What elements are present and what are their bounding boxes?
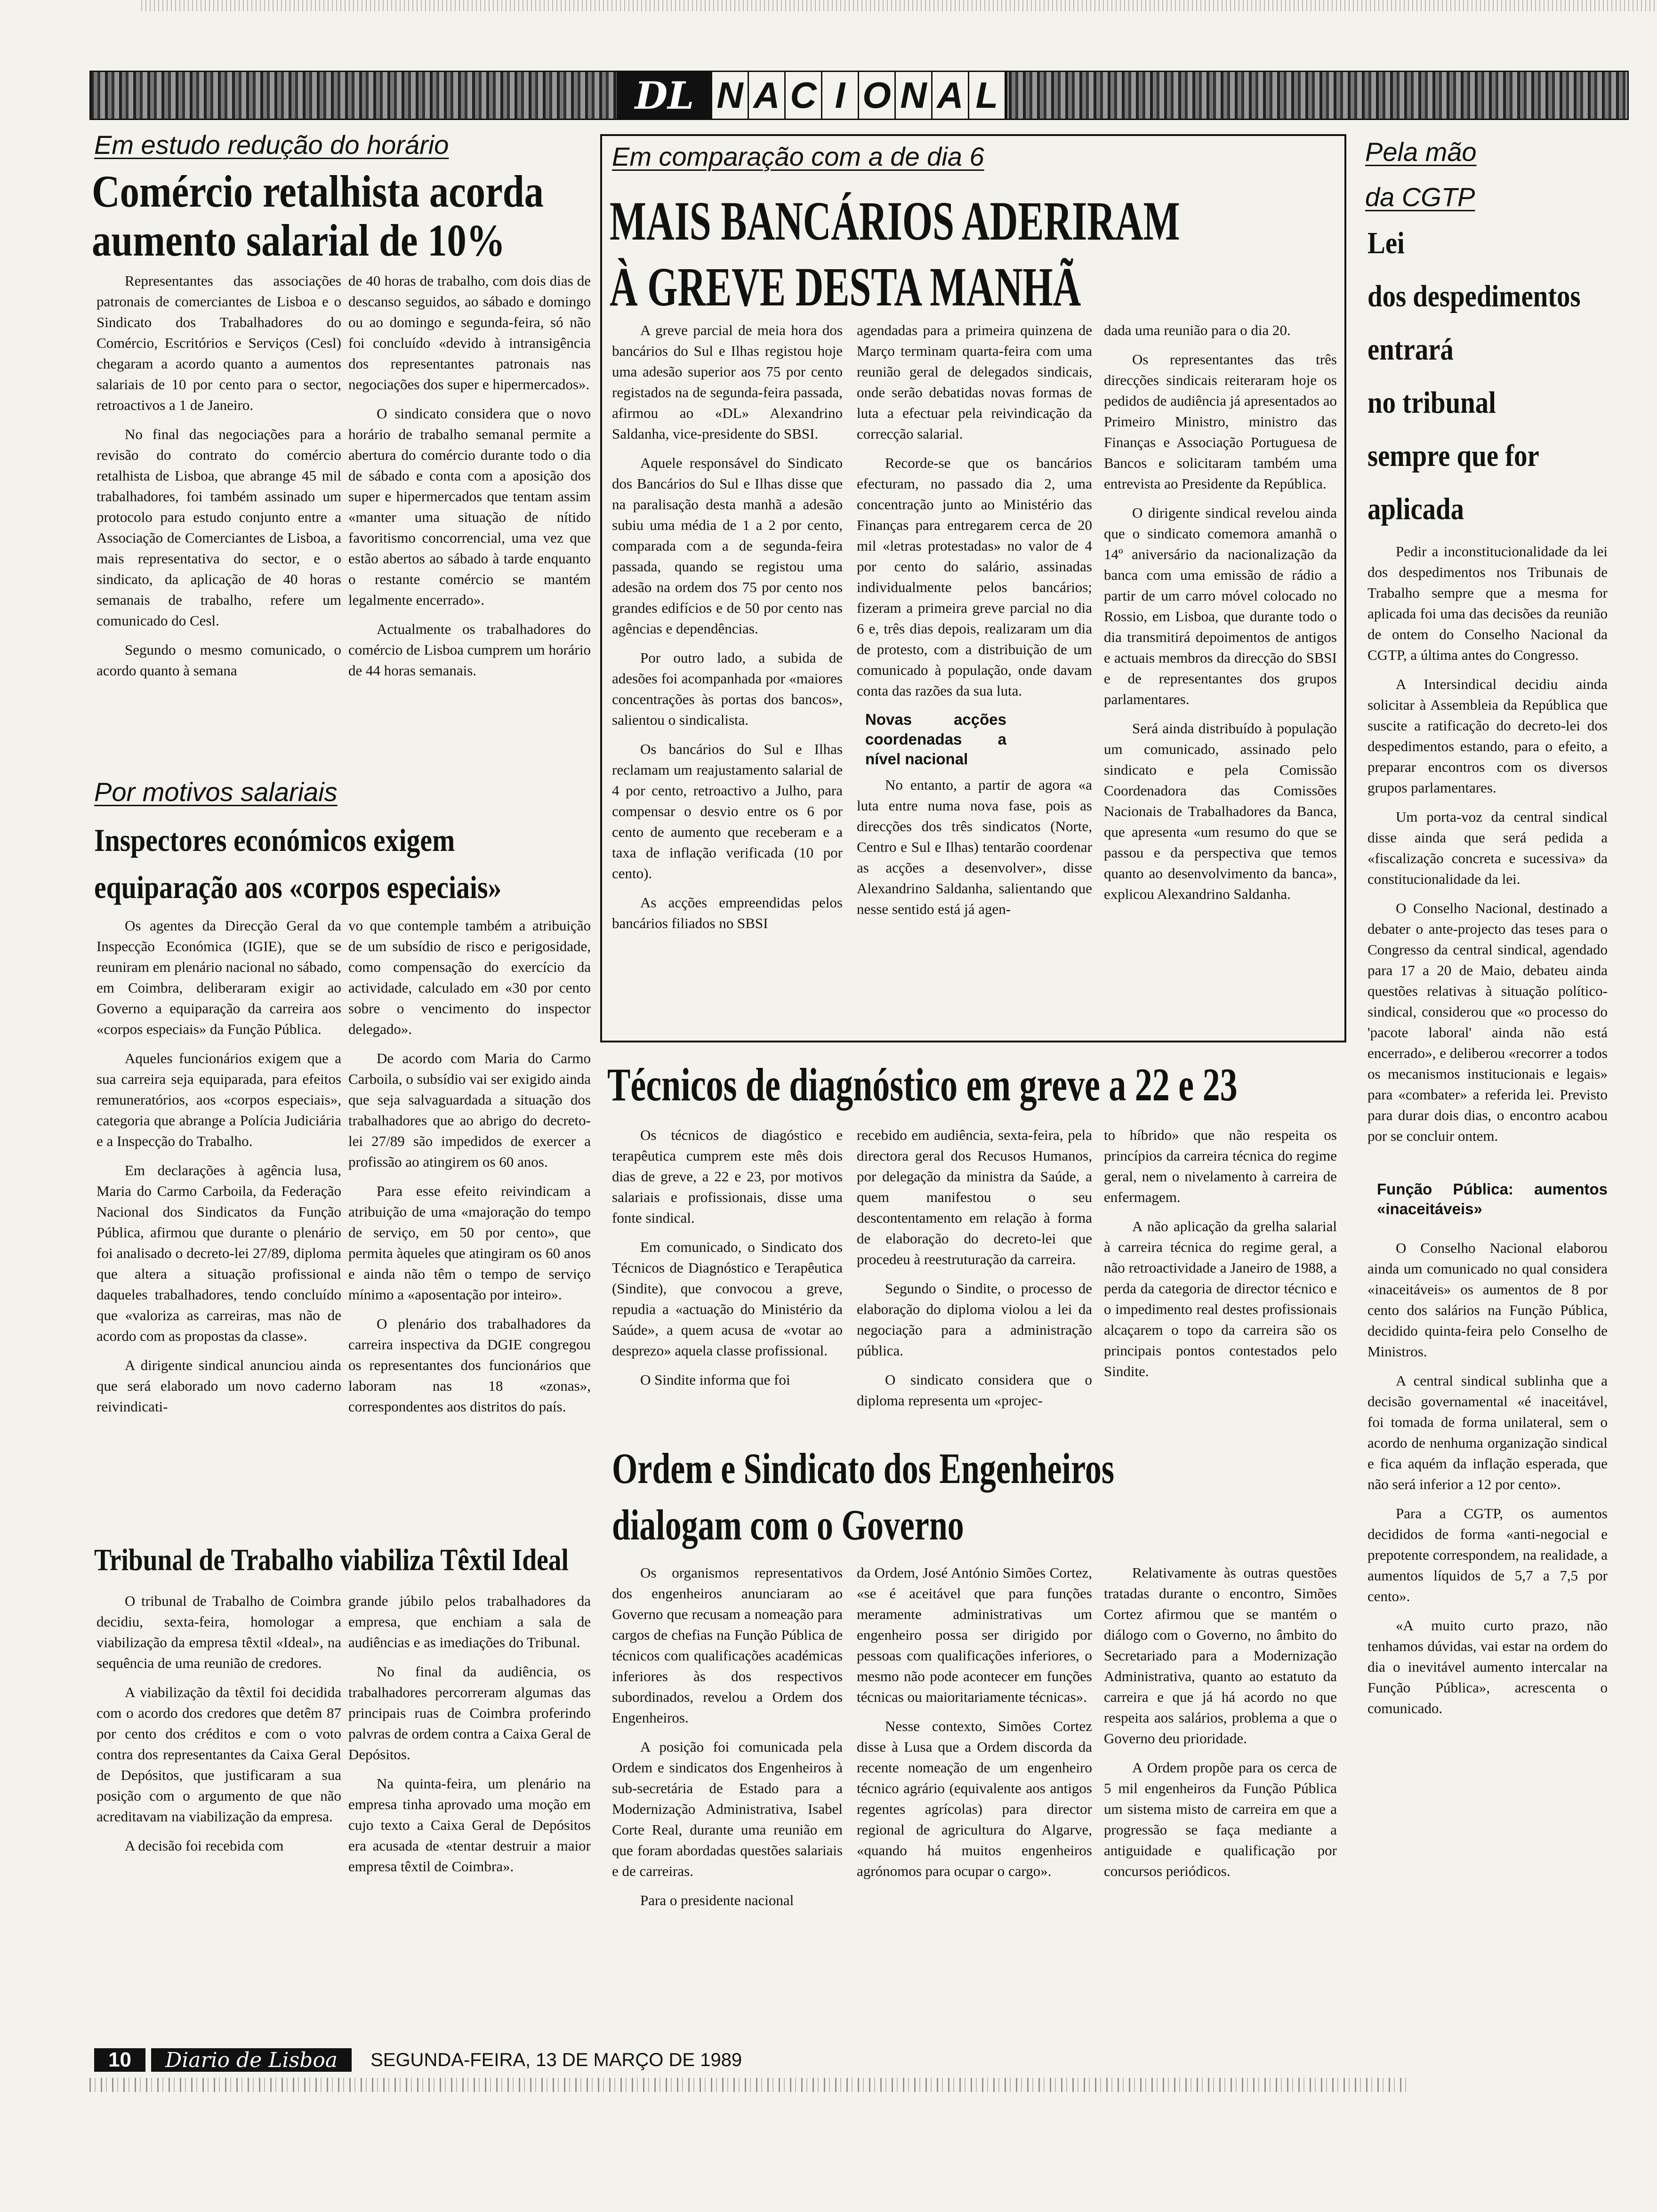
article-column xyxy=(97,915,341,1426)
article-column xyxy=(348,1591,591,1885)
paragraph: A greve parcial de meia hora dos bancários do Sul e Ilhas registou hoje uma adesão superior aos 75 por cento registados na de segunda-feira passada, afirmou ao «DL» Alexandrino Saldanha, vice-presidente do SBSI. xyxy=(612,322,843,442)
section-title-nacional xyxy=(712,72,1006,119)
article-headline: Tribunal de Trabalho viabiliza Têxtil Ideal xyxy=(94,1543,569,1577)
section-letter: C xyxy=(786,72,822,119)
paragraph: A decisão foi recebida com xyxy=(125,1837,284,1854)
section-letter: N xyxy=(896,72,933,119)
section-letter: O xyxy=(859,72,896,119)
paragraph: Um porta-voz da central sindical disse ainda que será pedida a «fiscalização concreta e sucessiva» da constitucionalidade da lei. xyxy=(1367,809,1608,887)
paragraph: Na quinta-feira, um plenário na empresa tinha aprovado uma moção em cujo texto a Caixa Geral de Depósitos era acusada de «tentar destruir a maior empresa têxtil de Coimbra». xyxy=(348,1775,591,1875)
paragraph: O plenário dos trabalhadores da carreira inspectiva da DGIE congregou os representantes dos funcionários que laboram nas 18 «zonas», correspondentes aos distritos do país. xyxy=(348,1315,591,1415)
paragraph: Em comunicado, o Sindicato dos Técnicos de Diagnóstico e Terapêutica (Sindite), que convocou a greve, repudia a «actuação do Ministério da Saúde», a quem acusa de «votar ao desprezo» aquela classe profissional. xyxy=(612,1239,843,1359)
paragraph: Nesse contexto, Simões Cortez disse à Lusa que a Ordem discorda da recente nomeação de um engenheiro técnico agrário (equivalente aos antigos regentes agrícolas) para director regional de agricultura do Algarve, «quando há muitos engenheiros agrónomos para ocupar o cargo». xyxy=(857,1718,1092,1879)
paragraph: Para o presidente nacional xyxy=(640,1892,794,1908)
section-letter: A xyxy=(749,72,786,119)
paragraph: Para esse efeito reivindicam a atribuição de uma «majoração do tempo de serviço, em 50 por cento», que permita àqueles que atingiram os 60 anos e ainda não têm o tempo de serviço mínimo a «aposentação por inteiro». xyxy=(348,1183,591,1303)
paragraph: O sindicato considera que o diploma representa um «projec- xyxy=(857,1371,1092,1409)
paragraph: Actualmente os trabalhadores do comércio de Lisboa cumprem um horário de 44 horas semanais. xyxy=(348,621,591,679)
article-column xyxy=(857,1125,1092,1419)
article-kicker: Por motivos salariais xyxy=(94,777,338,807)
newspaper-nameplate: Diario de Lisboa xyxy=(151,2048,352,2072)
paragraph: O Conselho Nacional, destinado a debater o ante-projecto das teses para o Congresso da central sindical, agendado para 17 a 20 de Maio, debateu ainda questões relativas à situação político-sindical, considerou que «o processo do 'pacote laboral' ainda não está encerrado», e deliberou «recorrer a todos os mecanismos institucionais e legais» para «combater» a referida lei. Previsto para durar dois dias, o encontro acabou por se concluir ontem. xyxy=(1367,900,1608,1144)
paragraph: Os agentes da Direcção Geral da Inspecção Económica (IGIE), que se reuniram em plenário nacional no sábado, em Coimbra, deliberaram exigir ao Governo a equiparação da carreira aos «corpos especiais» da Função Pública. xyxy=(97,917,341,1037)
article-column xyxy=(857,320,1092,928)
article-headline xyxy=(94,817,501,911)
article-column xyxy=(348,271,591,689)
paragraph: Segundo o Sindite, o processo de elaboração do diploma violou a lei da negociação para a administração pública. xyxy=(857,1280,1092,1359)
article-headline xyxy=(1367,216,1581,536)
section-letter: I xyxy=(822,72,859,119)
headline-line: MAIS BANCÁRIOS ADERIRAM xyxy=(610,190,1180,252)
article-headline xyxy=(610,188,1180,320)
article-column xyxy=(612,1563,843,1919)
dl-logo: DL xyxy=(618,72,712,119)
paragraph: Recorde-se que os bancários efecturam, no passado dia 2, uma concentração junto ao Ministério das Finanças para entregarem cerca de 20 mil «letras protestadas» no valor de 4 por cento do salário, assinadas individualmente pelos bancários; fizeram a primeira greve parcial no dia 6 e, três dias depois, realizaram um dia de protesto, com a distribuição de um comunicado à população, onde davam conta das razões da sua luta. xyxy=(857,455,1092,699)
page-footer xyxy=(94,2048,742,2072)
paragraph: da Ordem, José António Simões Cortez, «se é aceitável que para funções meramente administrativas um engenheiro possa ser dirigido por pessoas com qualificações inferiores, o mesmo não pode acontecer em funções técnicas ou maioritariamente técnicas». xyxy=(857,1564,1092,1705)
issue-date: SEGUNDA-FEIRA, 13 DE MARÇO DE 1989 xyxy=(370,2049,742,2070)
kicker-line: da CGTP xyxy=(1365,182,1475,212)
paragraph: de 40 horas de trabalho, com dois dias de descanso seguidos, ao sábado e domingo ou ao domingo e segunda-feira, só não foi concluído «devido à intransigência dos representantes patronais nas negociações dos super e hipermercados». xyxy=(348,272,591,393)
paragraph: Pedir a inconstitucionalidade da lei dos despedimentos nos Tribunais de Trabalho sempre que a mesma for aplicada foi uma das decisões da reunião de ontem do Conselho Nacional da CGTP, a última antes do Congresso. xyxy=(1367,543,1608,663)
paragraph: A viabilização da têxtil foi decidida com o acordo dos credores que detêm 87 por cento dos créditos e com o voto contra dos representantes da Caixa Geral de Depósitos, que justificaram a sua posição com o argumento de que não acreditavam na viabilização da empresa. xyxy=(97,1684,341,1825)
headline-line: aplicada xyxy=(1367,492,1464,526)
paragraph: Os bancários do Sul e Ilhas reclamam um reajustamento salarial de 4 por cento, retroactivo a Julho, para compensar o desvio entre os 6 por cento de aumento que receberam e a taxa de inflação verificada (10 por cento). xyxy=(612,741,843,882)
article-column xyxy=(1104,320,1337,913)
paragraph: Em declarações à agência lusa, Maria do Carmo Carboila, da Federação Nacional dos Sindicatos da Função Pública, afirmou que durante o plenário foi analisado o decreto-lei 27/89, diploma que altera a situação profissional daqueles trabalhadores, tendo concluído que «valoriza as carreiras, mas não de acordo com as propostas da classe». xyxy=(97,1162,341,1344)
paragraph: grande júbilo pelos trabalhadores da empresa, que enchiam a sala de audiências e as imediações do Tribunal. xyxy=(348,1593,591,1651)
paragraph: «A muito curto prazo, não tenhamos dúvidas, vai estar na ordem do dia o inevitável aumento intercalar na Função Pública», acrescenta o comunicado. xyxy=(1367,1617,1608,1716)
paragraph: Relativamente às outras questões tratadas durante o encontro, Simões Cortez afirmou que se mantém o diálogo com o Governo, no âmbito do Secretariado para a Modernização Administrativa, quanto ao estatuto da carreira e que já há acordo no que respeita aos salários, problema a que o Governo deu prioridade. xyxy=(1104,1564,1337,1747)
paragraph: O sindicato considera que o novo horário de trabalho semanal permite a abertura do comércio durante todo o dia de sábado e conta com a aposição dos super e hipermercados que tentam assim «manter uma situação de nítido favoritismo concorrencial, uma vez que estão abertos ao sábado à tarde enquanto o restante comércio se mantém legalmente encerrado». xyxy=(348,405,591,608)
paragraph: No entanto, a partir de agora «a luta entre numa nova fase, pois as direcções dos três sindicatos (Norte, Centro e Sul e Ilhas) tentarão coordenar as acções a desenvolver», disse Alexandrino Saldanha, salientando que nesse sentido está já agen- xyxy=(857,777,1092,917)
section-tag xyxy=(617,71,1007,120)
subheading: Função Pública: aumentos «inaceitáveis» xyxy=(1377,1180,1608,1218)
paragraph: A não aplicação da grelha salarial à carreira técnica do regime geral, a não retroactividade a Janeiro de 1988, a perda da categoria de director técnico e o impedimento real destes profissionais alcaçarem o topo da carreira são os principais pontos contestados pelo Sindite. xyxy=(1104,1218,1337,1379)
article-headline xyxy=(612,1440,1114,1553)
article-kicker xyxy=(1365,129,1477,220)
paragraph: agendadas para a primeira quinzena de Março terminam quarta-feira com uma reunião geral de delegados sindicais, onde serão debatidas novas formas de luta a efectuar pela reivindicação da correcção salarial. xyxy=(857,322,1092,442)
paragraph: Os organismos representativos dos engenheiros anunciaram ao Governo que recusam a nomeação para cargos de chefias na Função Pública de técnicos com qualificações académicas inferiores às dos respectivos subordinados, revelou a Ordem dos Engenheiros. xyxy=(612,1564,843,1726)
page-number: 10 xyxy=(94,2048,145,2072)
headline-line: Lei xyxy=(1367,226,1405,260)
article-column xyxy=(857,1563,1092,1890)
article-column xyxy=(1104,1125,1337,1390)
paragraph: Os técnicos de diagóstico e terapêutica cumprem este mês dois dias de greve, a 22 e 23, por motivos salariais e profissionais, disse uma fonte sindical. xyxy=(612,1127,843,1226)
headline-line: entrará xyxy=(1367,332,1454,367)
headline-line: Comércio retalhista acorda xyxy=(92,166,544,216)
article-kicker: Em estudo redução do horário xyxy=(94,130,449,160)
paragraph: Para a CGTP, os aumentos decididos de forma «anti-negocial e prepotente correspondem, na realidade, a aumentos líquidos de 5,7 a 7,5 por cento». xyxy=(1367,1505,1608,1604)
article-column xyxy=(348,915,591,1426)
article-kicker: Em comparação com a de dia 6 xyxy=(612,142,984,171)
paragraph: Os representantes das três direcções sindicais reiteraram hoje os pedidos de audiência já apresentados ao Primeiro Ministro, ministro das Finanças e Associação Portuguesa de Bancos e solicitaram também uma entrevista ao Presidente da República. xyxy=(1104,351,1337,492)
paragraph: Por outro lado, a subida de adesões foi acompanhada por «maiores concentrações às portas dos bancos», salientou o sindicalista. xyxy=(612,649,843,728)
headline-line: aumento salarial de 10% xyxy=(92,215,506,265)
article-headline: Técnicos de diagnóstico em greve a 22 e 23 xyxy=(607,1058,1238,1111)
paragraph: Representantes das associações patronais de comerciantes de Lisboa e o Sindicato dos Trabalhadores do Comércio, Escritórios e Serviços (Cesl) chegaram a acordo quanto a aumentos salariais de 10 por cento para o sector, retroactivos a 1 de Janeiro. xyxy=(97,272,341,413)
paragraph: dada uma reunião para o dia 20. xyxy=(1104,322,1291,338)
paragraph: No final da audiência, os trabalhadores percorreram algumas das principais ruas de Coimbra proferindo palvras de ordem contra a Caixa Geral de Depósitos. xyxy=(348,1663,591,1763)
paragraph: A Ordem propõe para os cerca de 5 mil engenheiros da Função Pública um sistema misto de carreira em que a progressão se faça mediante a antiguidade e qualificação por concursos periódicos. xyxy=(1104,1759,1337,1879)
paragraph: vo que contemple também a atribuição de um subsídio de risco e perigosidade, como compensação do exercício da actividade, calculado em «30 por cento sobre o vencimento do inspector delegado». xyxy=(348,917,591,1037)
paragraph: A central sindical sublinha que a decisão governamental «é inaceitável, foi tomada de forma unilateral, sem o acordo de nenhuma organização sindical e fica aquém da inflação esperada, que não será inferior a 12 por cento». xyxy=(1367,1372,1608,1492)
paragraph: Será ainda distribuído à população um comunicado, assinado pelo sindicato e pela Comissão Coordenadora das Comissões Nacionais de Trabalhadores da Banca, que apresenta «um resumo do que se passou e da perspectiva que temos quanto ao desenvolvimento da banca», explicou Alexandrino Saldanha. xyxy=(1104,720,1337,902)
bottom-edge-artifact xyxy=(89,2078,1408,2092)
article-headline xyxy=(92,167,544,265)
article-column xyxy=(612,1125,843,1399)
paragraph: A dirigente sindical anunciou ainda que será elaborado um novo caderno reivindicati- xyxy=(97,1357,341,1415)
paragraph: O Sindite informa que foi xyxy=(640,1371,790,1388)
section-letter: N xyxy=(712,72,749,119)
headline-line: no tribunal xyxy=(1367,385,1496,420)
headline-line: sempre que for xyxy=(1367,439,1539,473)
headline-line: equiparação aos «corpos especiais» xyxy=(94,869,502,905)
headline-line: dos despedimentos xyxy=(1367,279,1581,313)
headline-line: dialogam com o Governo xyxy=(612,1501,964,1549)
subheading: Novas acções coordenadas a nível nacional xyxy=(865,711,1006,768)
paragraph: O tribunal de Trabalho de Coimbra decidiu, sexta-feira, homologar a viabilização da empresa têxtil «Ideal», na sequência de uma reunião de credores. xyxy=(97,1593,341,1671)
paragraph: Aqueles funcionários exigem que a sua carreira seja equiparada, para efeitos remuneratórios, aos «corpos especiais», categoria que abrange a Polícia Judiciária e a Inspecção do Trabalho. xyxy=(97,1050,341,1149)
kicker-line: Pela mão xyxy=(1365,137,1477,167)
article-column xyxy=(97,1591,341,1865)
article-column xyxy=(612,320,843,942)
paragraph: O Conselho Nacional elaborou ainda um comunicado no qual considera «inaceitáveis» os aumentos de 8 por cento dos salários na Função Pública, decidido quinta-feira pelo Conselho de Ministros. xyxy=(1367,1240,1608,1360)
paragraph: Segundo o mesmo comunicado, o acordo quanto à semana xyxy=(97,641,341,679)
paragraph: to híbrido» que não respeita os princípios da carreira técnica do regime geral, nem o nivelamento à carreira de enfermagem. xyxy=(1104,1127,1337,1205)
section-letter: A xyxy=(933,72,969,119)
top-edge-artifact xyxy=(141,0,1657,11)
headline-line: Inspectores económicos exigem xyxy=(94,822,455,858)
article-column xyxy=(97,271,341,689)
headline-line: À GREVE DESTA MANHÃ xyxy=(610,256,1081,318)
article-column xyxy=(1367,541,1608,1727)
paragraph: A Intersindical decidiu ainda solicitar à Assembleia da República que suscite a ratificação do decreto-lei dos despedimentos estando, para o efeito, a preparar encontros com os diversos grupos parlamentares. xyxy=(1367,676,1608,796)
paragraph: As acções empreendidas pelos bancários filiados no SBSI xyxy=(612,894,843,931)
paragraph: No final das negociações para a revisão do contrato do comércio retalhista de Lisboa, que abrange 45 mil trabalhadores, foi também assinado um protocolo para estudo conjunto entre a Associação de Comerciantes de Lisboa, a mais representativa do sector, e o sindicato, da aplicação de 40 horas semanais de trabalho, refere um comunicado do Cesl. xyxy=(97,426,341,629)
article-column xyxy=(1104,1563,1337,1890)
paragraph: recebido em audiência, sexta-feira, pela directora geral dos Recusos Humanos, por delegação da ministra da Saúde, a quem manifestou o seu descontentamento em relação à forma de elaboração do decreto-lei que procedeu à reestruturação da carreira. xyxy=(857,1127,1092,1267)
section-letter: L xyxy=(969,72,1006,119)
paragraph: Aquele responsável do Sindicato dos Bancários do Sul e Ilhas disse que na paralisação desta manhã a adesão subiu uma média de 1 a 2 por cento, comparada com a de segunda-feira passada, quando se registou uma adesão na ordem dos 75 por cento nos grandes edifícios e de 50 por cento nas agências e dependências. xyxy=(612,455,843,637)
paragraph: O dirigente sindical revelou ainda que o sindicato comemora amanhã o 14º aniversário da nacionalização da banca com uma emissão de rádio a partir de um carro móvel colocado no Rossio, em Lisboa, que durante todo o dia transmitirá depoimentos de antigos e actuais membros da direcção do SBSI e de representantes dos grupos parlamentares. xyxy=(1104,505,1337,707)
paragraph: De acordo com Maria do Carmo Carboila, o subsídio vai ser exigido ainda que seja salvaguardada a situação dos trabalhadores que ao abrigo do decreto-lei 27/89 são impedidos de exercer a profissão ao atingirem os 60 anos. xyxy=(348,1050,591,1170)
headline-line: Ordem e Sindicato dos Engenheiros xyxy=(612,1444,1115,1492)
paragraph: A posição foi comunicada pela Ordem e sindicatos dos Engenheiros à sub-secretária de Estado para a Modernização Administrativa, Isabel Corte Real, durante uma reunião em que foram abordadas questões salariais e de carreiras. xyxy=(612,1739,843,1879)
